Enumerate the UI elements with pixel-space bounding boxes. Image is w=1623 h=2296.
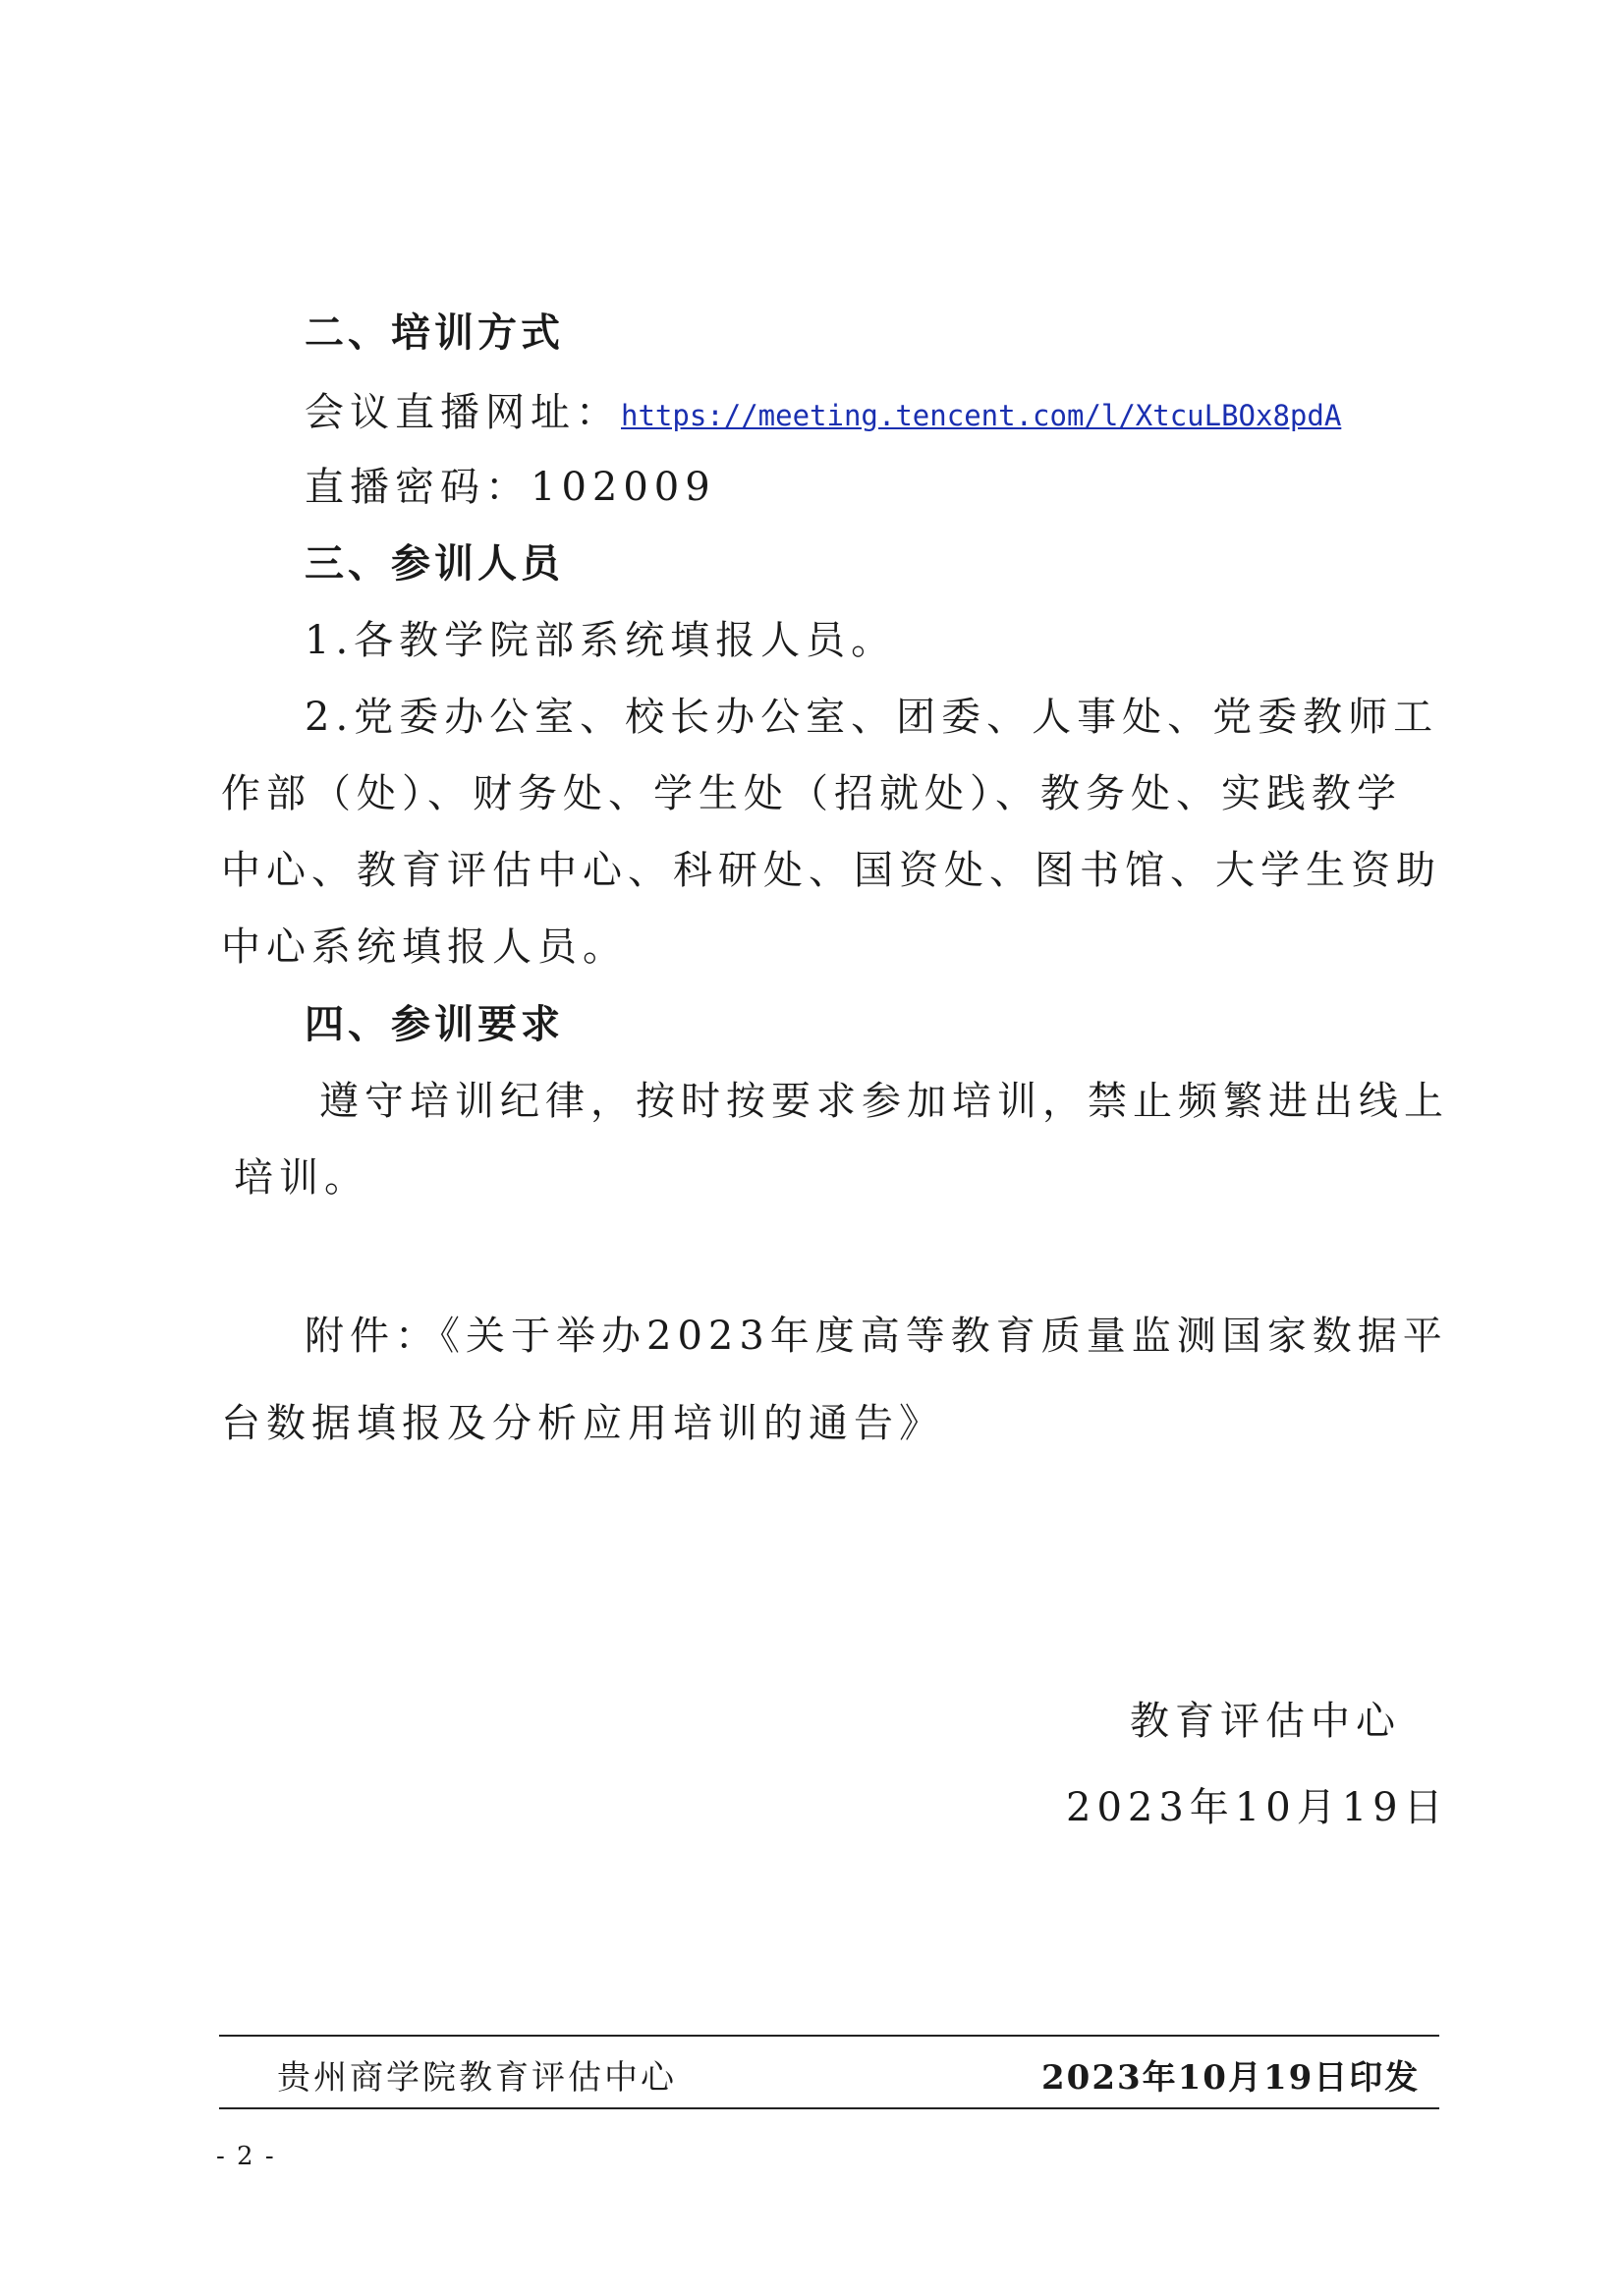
participants-item-2-line: 作部（处）、财务处、学生处（招就处）、教务处、实践教学 [221, 771, 1402, 816]
participants-item-2-line: 中心系统填报人员。 [221, 924, 628, 970]
meeting-url-row [305, 385, 1341, 443]
signature-org: 教育评估中心 [1130, 1699, 1401, 1744]
signature-date: 2023年10月19日 [1066, 1785, 1449, 1830]
attachment-line: 附件：《关于举办2023年度高等教育质量监测国家数据平 [305, 1314, 1448, 1359]
section-heading-requirements: 四、参训要求 [305, 1002, 564, 1047]
section-heading-training-method: 二、培训方式 [305, 310, 564, 356]
requirements-body-line: 遵守培训纪律，按时按要求参加培训，禁止频繁进出线上 [319, 1079, 1449, 1124]
participants-item-1: 1.各教学院部系统填报人员。 [305, 618, 897, 663]
footer-bottom-rule [219, 2107, 1439, 2109]
meeting-url-link[interactable]: https://meeting.tencent.com/l/XtcuLBOx8pdA [621, 399, 1342, 432]
footer-top-rule [219, 2035, 1439, 2037]
attachment-line: 台数据填报及分析应用培训的通告》 [221, 1401, 944, 1446]
participants-item-2-line: 2.党委办公室、校长办公室、团委、人事处、党委教师工 [305, 695, 1439, 740]
footer-org: 贵州商学院教育评估中心 [277, 2058, 677, 2098]
live-password: 直播密码：102009 [305, 465, 716, 510]
participants-item-2-line: 中心、教育评估中心、科研处、国资处、图书馆、大学生资助 [221, 848, 1441, 893]
section-heading-participants: 三、参训人员 [305, 541, 564, 587]
footer-issue-date: 2023年10月19日印发 [1041, 2058, 1421, 2098]
meeting-url-label: 会议直播网址： [305, 390, 621, 435]
requirements-body-line: 培训。 [234, 1155, 369, 1201]
page-number: - 2 - [216, 2142, 276, 2171]
